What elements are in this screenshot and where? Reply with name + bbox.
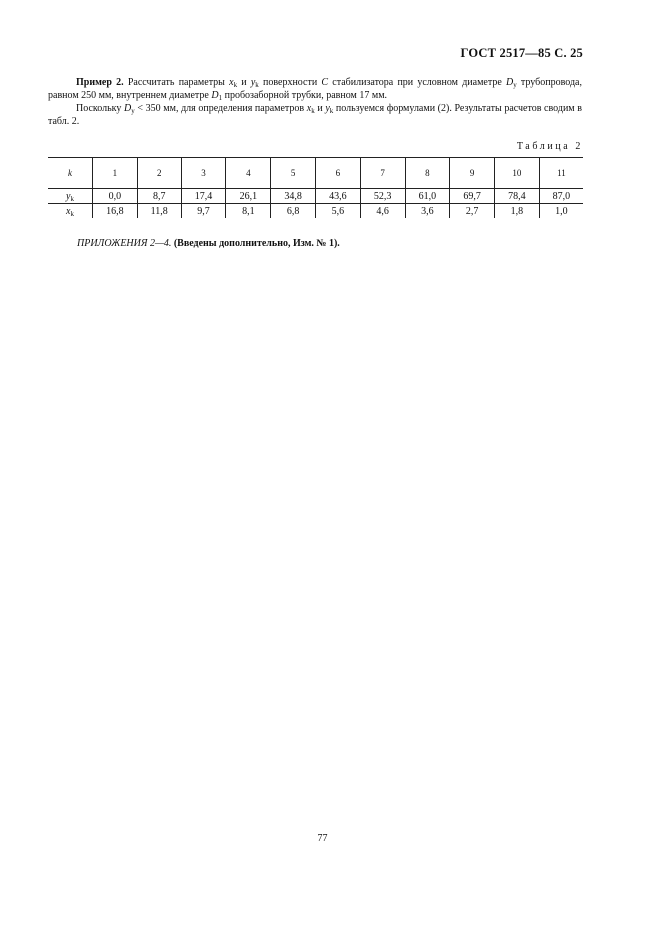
table-cell: 69,7: [450, 189, 495, 204]
table-cell: 2,7: [450, 204, 495, 219]
row-symbol-cell: [48, 189, 93, 204]
table-cell: 52,3: [360, 189, 405, 204]
page-header: ГОСТ 2517—85 С. 25: [460, 46, 583, 60]
example-paragraph: Пример 2. Рассчитать параметры $x_k$ и $y_k$ поверхности С стабилизатора при условном диаметре $D_y$ трубопровода, равном 250 мм, внутреннем диаметре $D_1$ пробозаборной трубки, равном 17 мм.: [48, 77, 582, 102]
table-cell: 4,6: [360, 204, 405, 219]
method-paragraph: Поскольку $D_y < 350$ мм, для определения параметров $x_k$ и $y_k$ пользуемся формулами (2). Результаты расчетов сводим в табл. 2.: [48, 103, 582, 127]
table-header-row: [48, 158, 583, 189]
table-cell: 61,0: [405, 189, 450, 204]
row-symbol-sub: k: [70, 194, 74, 203]
example-lead: Пример 2.: [76, 77, 124, 88]
table-cell: 6,8: [271, 204, 316, 219]
row-symbol: y: [66, 190, 71, 202]
header-cell: 4: [226, 158, 271, 189]
header-cell: 6: [315, 158, 360, 189]
table-cell: 78,4: [495, 189, 540, 204]
table-cell: 3,6: [405, 204, 450, 219]
header-cell: 11: [539, 158, 583, 189]
table-cell: 1,8: [495, 204, 540, 219]
header-cell: 7: [360, 158, 405, 189]
table-cell: 87,0: [539, 189, 583, 204]
row-symbol: x: [66, 205, 71, 217]
table-cell: 26,1: [226, 189, 271, 204]
table-label: Таблица 2: [516, 141, 583, 152]
header-cell: 8: [405, 158, 450, 189]
header-cell: 1: [93, 158, 138, 189]
table-cell: 34,8: [271, 189, 316, 204]
table-cell: 17,4: [181, 189, 226, 204]
table-row: [48, 189, 583, 204]
table-cell: 11,8: [137, 204, 181, 219]
table-cell: 43,6: [315, 189, 360, 204]
row-symbol-cell: [48, 204, 93, 219]
table-cell: 8,1: [226, 204, 271, 219]
table-row: [48, 204, 583, 219]
table-cell: 1,0: [539, 204, 583, 219]
row-symbol-sub: k: [70, 209, 74, 218]
table-cell: 0,0: [93, 189, 138, 204]
header-cell: 2: [137, 158, 181, 189]
header-cell: 10: [495, 158, 540, 189]
results-table: [48, 157, 583, 218]
header-cell: 5: [271, 158, 316, 189]
header-cell-k: k: [48, 158, 93, 189]
appendix-note: ПРИЛОЖЕНИЯ 2—4. (Введены дополнительно, Изм. № 1).: [77, 238, 340, 249]
header-cell: 9: [450, 158, 495, 189]
table-cell: 8,7: [137, 189, 181, 204]
header-cell: 3: [181, 158, 226, 189]
page-number: 77: [317, 833, 328, 844]
table-cell: 5,6: [315, 204, 360, 219]
table-cell: 16,8: [93, 204, 138, 219]
table-cell: 9,7: [181, 204, 226, 219]
